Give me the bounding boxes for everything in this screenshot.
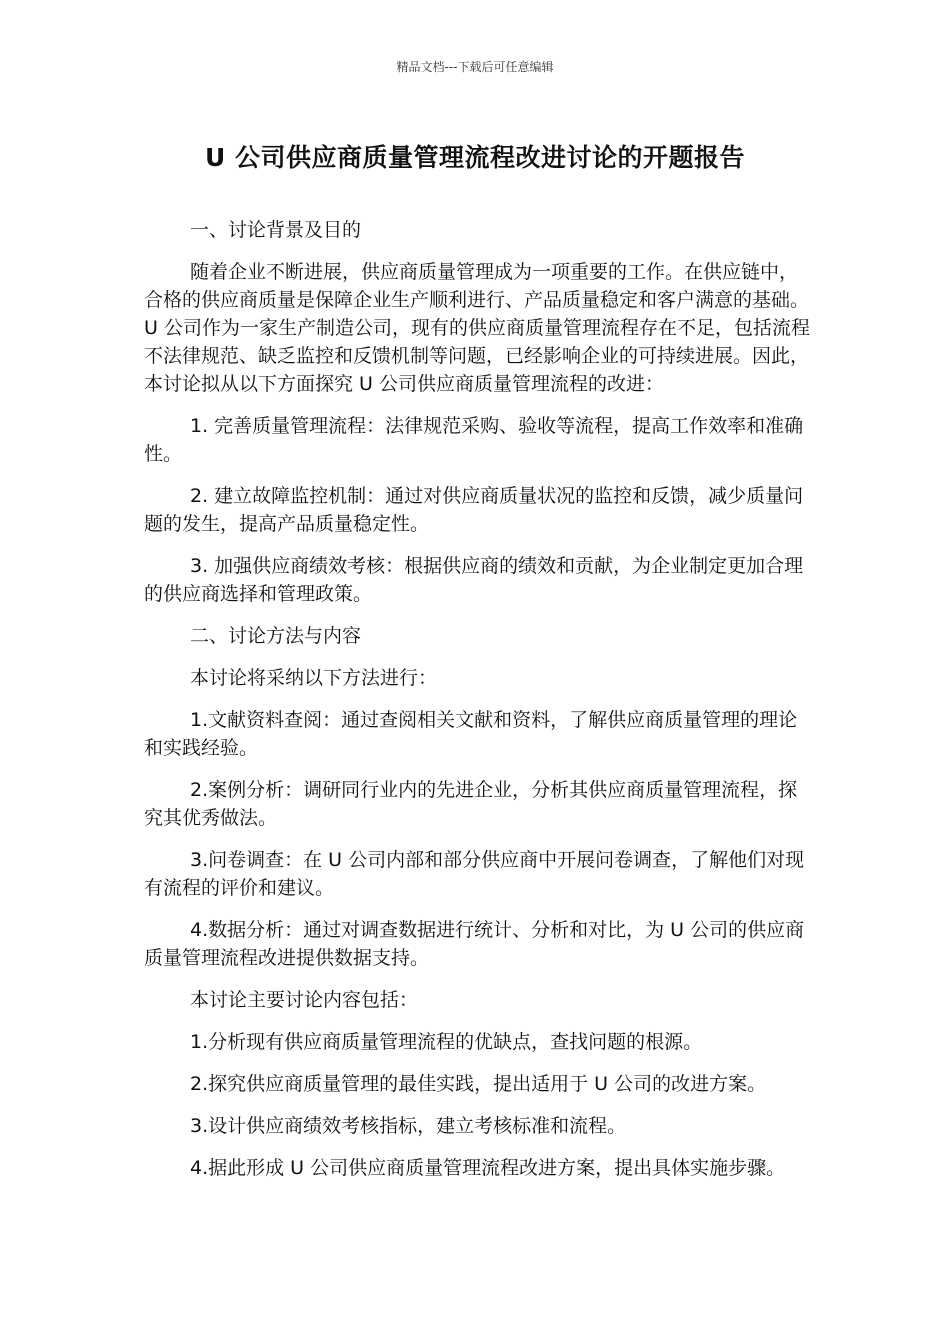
list-item-method-4: 4.数据分析：通过对调查数据进行统计、分析和对比，为 U 公司的供应商质量管理流程改进提供数据支持。 [144,919,805,969]
list-item-goal-2: 2. 建立故障监控机制：通过对供应商质量状况的监控和反馈，减少质量问题的发生，提高产品质量稳定性。 [144,485,804,535]
list-item-goal-1: 1. 完善质量管理流程：法律规范采购、验收等流程，提高工作效率和准确性。 [144,415,804,465]
paragraph-background: 随着企业不断进展，供应商质量管理成为一项重要的工作。在供应链中，合格的供应商质量是保障企业生产顺利进行、产品质量稳定和客户满意的基础。U 公司作为一家生产制造公司，现有的供应商质量管理流程存在不足，包括流程不法律规范、缺乏监控和反馈机制等问题，已经影响企业的可持续进展。因此，本讨论拟从以下方面探究 U 公司供应商质量管理流程的改进： [144,261,810,395]
list-item-content-4: 4.据此形成 U 公司供应商质量管理流程改进方案，提出具体实施步骤。 [190,1157,786,1179]
document-title: U 公司供应商质量管理流程改进讨论的开题报告 [204,143,745,172]
section-heading-background: 一、讨论背景及目的 [190,219,362,241]
header-note: 精品文档---下载后可任意编辑 [396,60,554,74]
list-item-method-1: 1.文献资料查阅：通过查阅相关文献和资料，了解供应商质量管理的理论和实践经验。 [144,709,798,759]
section-heading-methods: 二、讨论方法与内容 [190,625,362,647]
list-item-method-2: 2.案例分析：调研同行业内的先进企业，分析其供应商质量管理流程，探究其优秀做法。 [144,779,798,829]
document-body [144,216,812,1196]
list-item-goal-3: 3. 加强供应商绩效考核：根据供应商的绩效和贡献，为企业制定更加合理的供应商选择和管理政策。 [144,555,804,605]
list-item-content-1: 1.分析现有供应商质量管理流程的优缺点，查找问题的根源。 [190,1031,703,1053]
paragraph-methods-intro: 本讨论将采纳以下方法进行： [190,667,438,689]
paragraph-content-intro: 本讨论主要讨论内容包括： [190,989,419,1011]
list-item-method-3: 3.问卷调查：在 U 公司内部和部分供应商中开展问卷调查，了解他们对现有流程的评价和建议。 [144,849,805,899]
list-item-content-2: 2.探究供应商质量管理的最佳实践，提出适用于 U 公司的改进方案。 [190,1073,767,1095]
list-item-content-3: 3.设计供应商绩效考核指标，建立考核标准和流程。 [190,1115,627,1137]
